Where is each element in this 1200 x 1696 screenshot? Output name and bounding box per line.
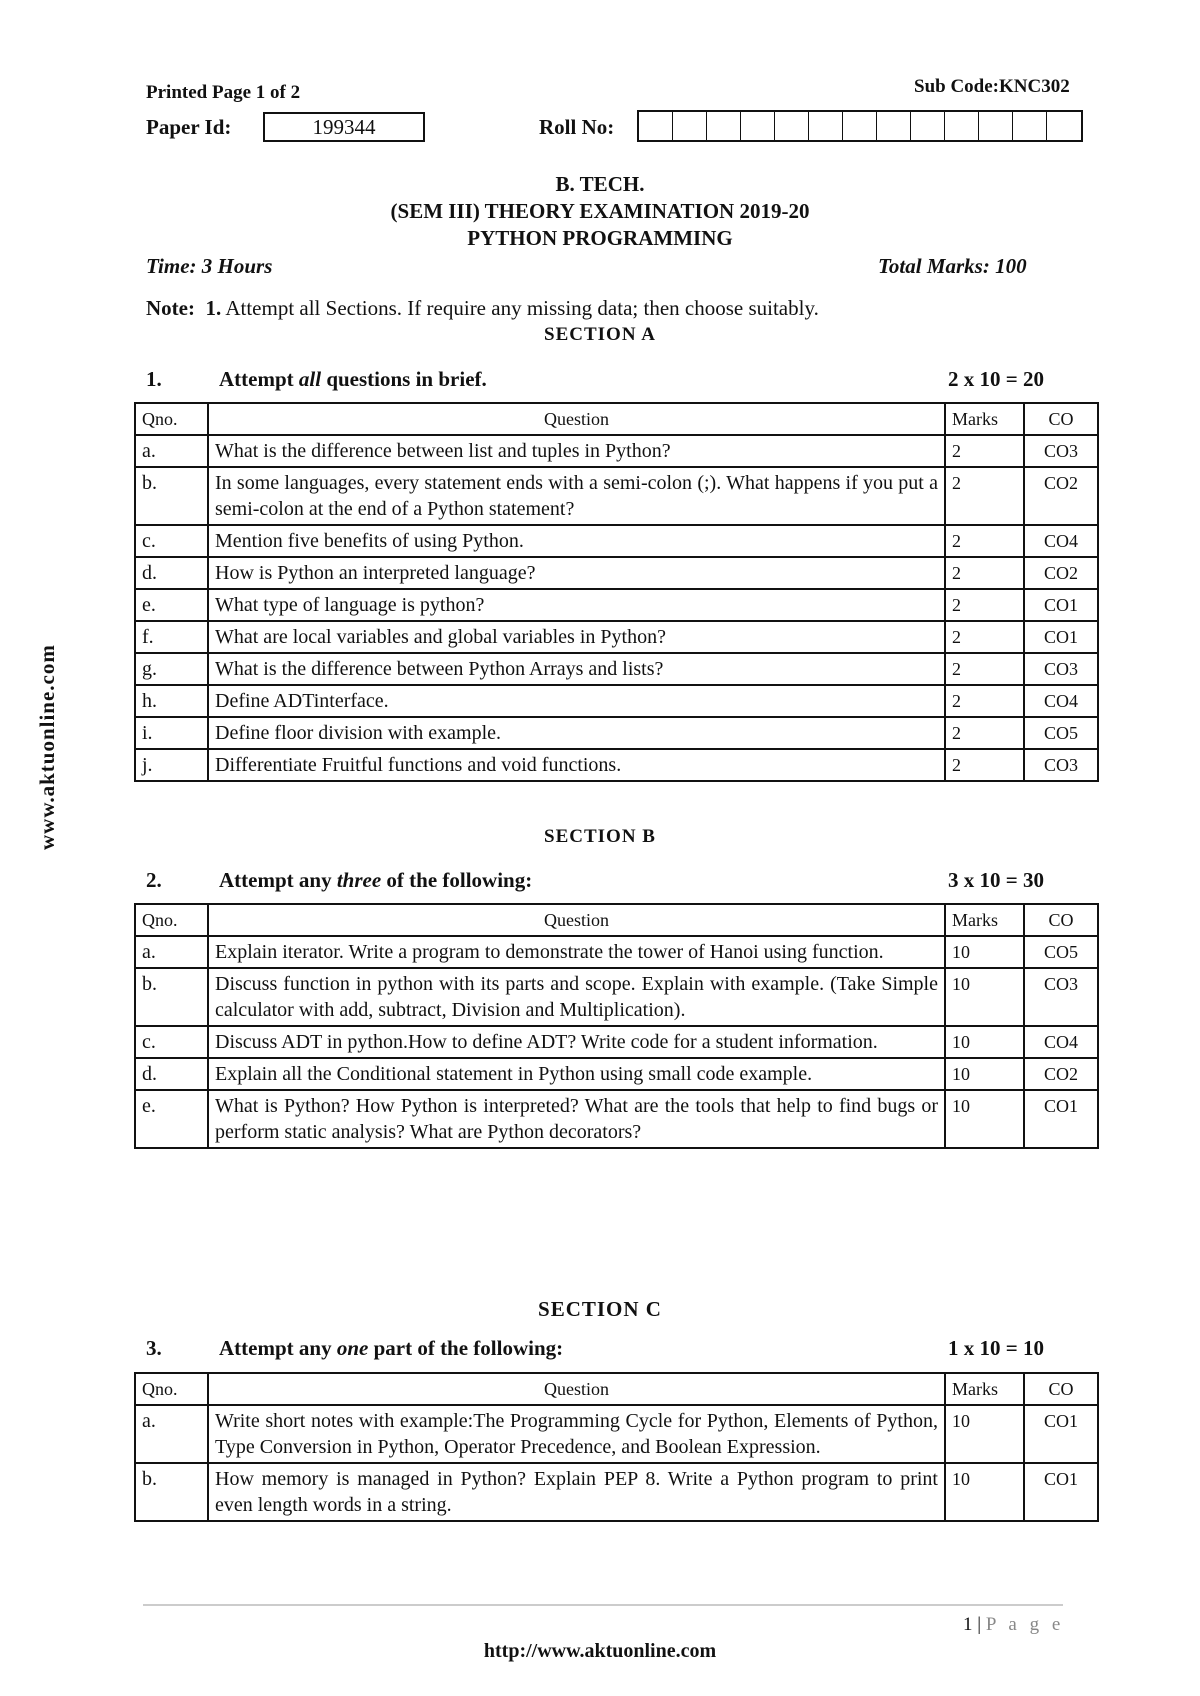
cell-marks: 2 xyxy=(945,749,1024,781)
header-marks: Marks xyxy=(945,1373,1024,1405)
cell-co: CO3 xyxy=(1024,435,1098,467)
cell-co: CO5 xyxy=(1024,717,1098,749)
cell-co: CO2 xyxy=(1024,557,1098,589)
section-c-table xyxy=(134,1372,1099,1522)
note-number: 1. xyxy=(205,296,222,320)
cell-marks: 2 xyxy=(945,467,1024,525)
header-qno: Qno. xyxy=(135,1373,208,1405)
section-c-number: 3. xyxy=(146,1336,162,1360)
cell-marks: 10 xyxy=(945,1463,1024,1521)
cell-qno: e. xyxy=(135,1090,208,1148)
paper-id-value: 199344 xyxy=(263,112,425,142)
cell-question: How is Python an interpreted language? xyxy=(208,557,945,589)
cell-question: Explain all the Conditional statement in Python using small code example. xyxy=(208,1058,945,1090)
cell-marks: 10 xyxy=(945,1090,1024,1148)
cell-marks: 2 xyxy=(945,717,1024,749)
table-row xyxy=(135,717,1098,749)
cell-co: CO2 xyxy=(1024,467,1098,525)
table-row xyxy=(135,557,1098,589)
cell-co: CO4 xyxy=(1024,525,1098,557)
cell-marks: 10 xyxy=(945,1405,1024,1463)
cell-question: Discuss function in python with its parts and scope. Explain with example. (Take Simple calculator with add, subtract, Division and Multiplication). xyxy=(208,968,945,1026)
header-marks: Marks xyxy=(945,403,1024,435)
cell-marks: 10 xyxy=(945,1026,1024,1058)
cell-qno: j. xyxy=(135,749,208,781)
paper-id-label: Paper Id: xyxy=(146,115,232,139)
cell-co: CO1 xyxy=(1024,1405,1098,1463)
table-row xyxy=(135,467,1098,525)
total-marks: Total Marks: 100 xyxy=(878,254,1027,278)
roll-no-label: Roll No: xyxy=(539,115,615,139)
table-row xyxy=(135,1405,1098,1463)
cell-co: CO3 xyxy=(1024,653,1098,685)
table-row xyxy=(135,621,1098,653)
degree-title: B. TECH. xyxy=(555,172,645,196)
cell-qno: c. xyxy=(135,525,208,557)
cell-marks: 2 xyxy=(945,525,1024,557)
cell-question: In some languages, every statement ends with a semi-colon (;). What happens if you put a semi-colon at the end of a Python statement? xyxy=(208,467,945,525)
note xyxy=(146,296,819,321)
table-row xyxy=(135,1058,1098,1090)
cell-qno: h. xyxy=(135,685,208,717)
cell-qno: c. xyxy=(135,1026,208,1058)
cell-question: What type of language is python? xyxy=(208,589,945,621)
table-row xyxy=(135,685,1098,717)
header-co: CO xyxy=(1024,904,1098,936)
cell-question: What is the difference between list and tuples in Python? xyxy=(208,435,945,467)
table-row xyxy=(135,1026,1098,1058)
cell-question: How memory is managed in Python? Explain PEP 8. Write a Python program to print even length words in a string. xyxy=(208,1463,945,1521)
cell-question: Define floor division with example. xyxy=(208,717,945,749)
cell-co: CO1 xyxy=(1024,621,1098,653)
table-row xyxy=(135,653,1098,685)
cell-qno: b. xyxy=(135,968,208,1026)
cell-question: Mention five benefits of using Python. xyxy=(208,525,945,557)
cell-qno: e. xyxy=(135,589,208,621)
footer-divider xyxy=(143,1604,1063,1606)
table-row xyxy=(135,589,1098,621)
header-qno: Qno. xyxy=(135,904,208,936)
section-a-number: 1. xyxy=(146,367,162,391)
cell-qno: d. xyxy=(135,557,208,589)
cell-marks: 2 xyxy=(945,435,1024,467)
section-b-table xyxy=(134,903,1099,1149)
table-row xyxy=(135,936,1098,968)
table-row xyxy=(135,1090,1098,1148)
cell-qno: a. xyxy=(135,936,208,968)
cell-marks: 2 xyxy=(945,589,1024,621)
section-a-header-row xyxy=(135,403,1098,435)
cell-qno: d. xyxy=(135,1058,208,1090)
cell-co: CO1 xyxy=(1024,1463,1098,1521)
cell-qno: a. xyxy=(135,435,208,467)
subject-title: PYTHON PROGRAMMING xyxy=(467,226,733,250)
note-text: Attempt all Sections. If require any missing data; then choose suitably. xyxy=(225,296,819,320)
side-url: www.aktuonline.com xyxy=(35,644,59,850)
header-question: Question xyxy=(208,904,945,936)
exam-title: (SEM III) THEORY EXAMINATION 2019-20 xyxy=(390,199,810,223)
cell-qno: g. xyxy=(135,653,208,685)
section-a-table xyxy=(134,402,1099,782)
section-c-instruction: Attempt any one part of the following: xyxy=(219,1336,564,1360)
page-number: 1 | P a g e xyxy=(963,1614,1065,1635)
header-co: CO xyxy=(1024,1373,1098,1405)
cell-qno: a. xyxy=(135,1405,208,1463)
cell-question: Discuss ADT in python.How to define ADT? Write code for a student information. xyxy=(208,1026,945,1058)
section-b-number: 2. xyxy=(146,868,162,892)
section-b-marks: 3 x 10 = 30 xyxy=(948,868,1044,892)
cell-marks: 2 xyxy=(945,557,1024,589)
cell-question: What is the difference between Python Arrays and lists? xyxy=(208,653,945,685)
cell-question: What is Python? How Python is interpreted? What are the tools that help to find bugs or perform static analysis? What are Python decorators? xyxy=(208,1090,945,1148)
section-a-marks: 2 x 10 = 20 xyxy=(948,367,1044,391)
roll-no-boxes xyxy=(637,110,1083,142)
cell-marks: 10 xyxy=(945,936,1024,968)
section-c-marks: 1 x 10 = 10 xyxy=(948,1336,1044,1360)
section-c-title: SECTION C xyxy=(538,1297,662,1321)
cell-marks: 10 xyxy=(945,968,1024,1026)
note-label: Note: xyxy=(146,296,195,320)
header-marks: Marks xyxy=(945,904,1024,936)
section-b-header-row xyxy=(135,904,1098,936)
table-row xyxy=(135,749,1098,781)
table-row xyxy=(135,435,1098,467)
section-b-instruction: Attempt any three of the following: xyxy=(219,868,533,892)
cell-co: CO2 xyxy=(1024,1058,1098,1090)
cell-marks: 10 xyxy=(945,1058,1024,1090)
cell-co: CO3 xyxy=(1024,968,1098,1026)
cell-marks: 2 xyxy=(945,621,1024,653)
table-row xyxy=(135,1463,1098,1521)
cell-co: CO1 xyxy=(1024,589,1098,621)
table-row xyxy=(135,525,1098,557)
table-row xyxy=(135,968,1098,1026)
sub-code: Sub Code:KNC302 xyxy=(914,76,1070,97)
cell-co: CO4 xyxy=(1024,685,1098,717)
cell-question: What are local variables and global variables in Python? xyxy=(208,621,945,653)
cell-question: Write short notes with example:The Programming Cycle for Python, Elements of Python, Type Conversion in Python, Operator Precedence, and Boolean Expression. xyxy=(208,1405,945,1463)
cell-co: CO3 xyxy=(1024,749,1098,781)
header-co: CO xyxy=(1024,403,1098,435)
header-qno: Qno. xyxy=(135,403,208,435)
cell-qno: i. xyxy=(135,717,208,749)
cell-question: Explain iterator. Write a program to demonstrate the tower of Hanoi using function. xyxy=(208,936,945,968)
cell-marks: 2 xyxy=(945,653,1024,685)
header-question: Question xyxy=(208,403,945,435)
section-c-header-row xyxy=(135,1373,1098,1405)
cell-co: CO1 xyxy=(1024,1090,1098,1148)
cell-question: Differentiate Fruitful functions and void functions. xyxy=(208,749,945,781)
printed-page-label: Printed Page 1 of 2 xyxy=(146,82,301,103)
header-question: Question xyxy=(208,1373,945,1405)
cell-co: CO5 xyxy=(1024,936,1098,968)
time-label: Time: 3 Hours xyxy=(146,254,273,278)
cell-question: Define ADTinterface. xyxy=(208,685,945,717)
cell-marks: 2 xyxy=(945,685,1024,717)
cell-qno: f. xyxy=(135,621,208,653)
section-a-instruction: Attempt all questions in brief. xyxy=(219,367,487,391)
section-a-title: SECTION A xyxy=(544,324,656,345)
cell-co: CO4 xyxy=(1024,1026,1098,1058)
cell-qno: b. xyxy=(135,467,208,525)
cell-qno: b. xyxy=(135,1463,208,1521)
footer-url: http://www.aktuonline.com xyxy=(483,1640,717,1662)
section-b-title: SECTION B xyxy=(544,826,656,847)
